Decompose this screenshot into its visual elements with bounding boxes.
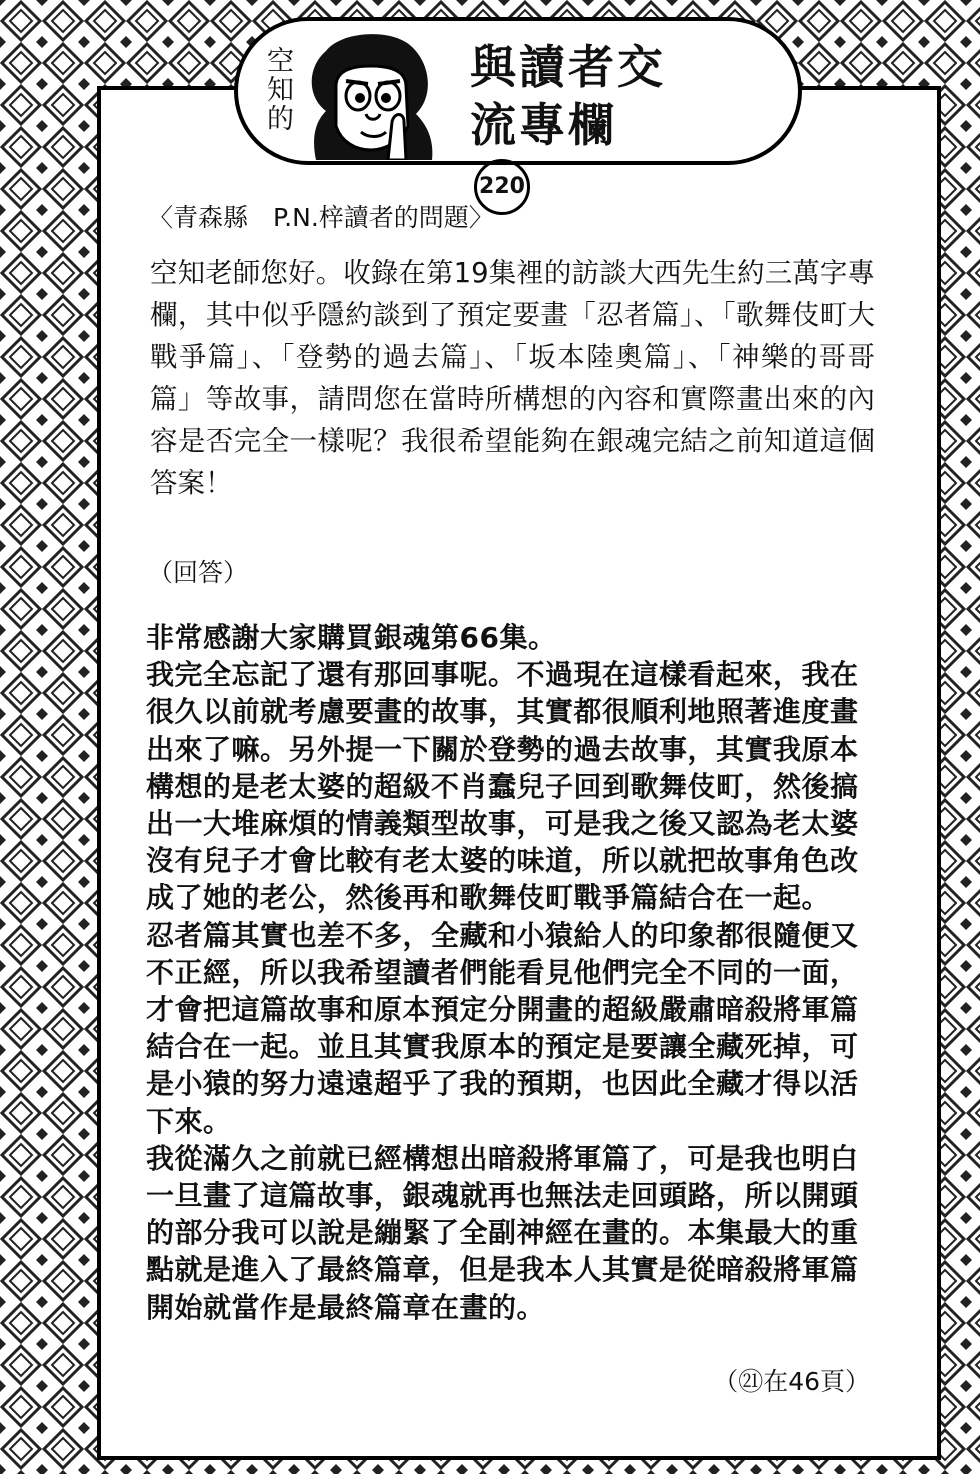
title-line-1: 與讀者交 (470, 40, 666, 94)
continuation-note: （㉑在46頁） (713, 1367, 870, 1396)
header-vertical-title: 空知的 (262, 46, 293, 133)
column-title (470, 38, 670, 215)
title-line-2-text: 流專欄 (470, 98, 617, 152)
answer-heading: （回答） (148, 558, 249, 587)
question-body: 空知老師您好。收錄在第19集裡的訪談大西先生約三萬字專欄，其中似乎隱約談到了預定要畫「忍者篇」、「歌舞伎町大戰爭篇」、「登勢的過去篇」、「坂本陸奧篇」、「神樂的哥哥篇」等故事，請問您在當時所構想的內容和實際畫出來的內容是否完全一樣呢？我很希望能夠在銀魂完結之前知道這個答案！ (150, 257, 875, 499)
answer-paragraph: 非常感謝大家購買銀魂第66集。 (146, 621, 557, 654)
answer-body (146, 619, 873, 1326)
answer-paragraph: 我從滿久之前就已經構想出暗殺將軍篇了，可是我也明白一旦畫了這篇故事，銀魂就再也無法走回頭路，所以開頭的部分我可以說是繃緊了全副神經在畫的。本集最大的重點就是進入了最終篇章，但是我本人其實是從暗殺將軍篇開始就當作是最終篇章在畫的。 (146, 1141, 859, 1324)
gorilla-mascot-icon (296, 26, 446, 160)
answer-paragraph: 我完全忘記了還有那回事呢。不過現在這樣看起來，我在很久以前就考慮要畫的故事，其實都很順利地照著進度畫出來了嘛。另外提一下關於登勢的過去故事，其實我原本構想的是老太婆的超級不肖蠢兒子回到歌舞伎町，然後搞出一大堆麻煩的情義類型故事，可是我之後又認為老太婆沒有兒子才會比較有老太婆的味道，所以就把故事角色改成了她的老公，然後再和歌舞伎町戰爭篇結合在一起。 (146, 658, 859, 915)
title-line-2 (470, 96, 670, 215)
issue-number-badge: 220 (474, 159, 530, 215)
answer-paragraph: 忍者篇其實也差不多，全藏和小猿給人的印象都很隨便又不正經，所以我希望讀者們能看見他們完全不同的一面，才會把這篇故事和原本預定分開畫的超級嚴肅暗殺將軍篇結合在一起。並且其實我原本的預定是要讓全藏死掉，可是小猿的努力遠遠超乎了我的預期，也因此全藏才得以活下來。 (146, 918, 859, 1138)
question-heading: 〈青森縣 P.N.梓讀者的問題〉 (148, 203, 494, 232)
